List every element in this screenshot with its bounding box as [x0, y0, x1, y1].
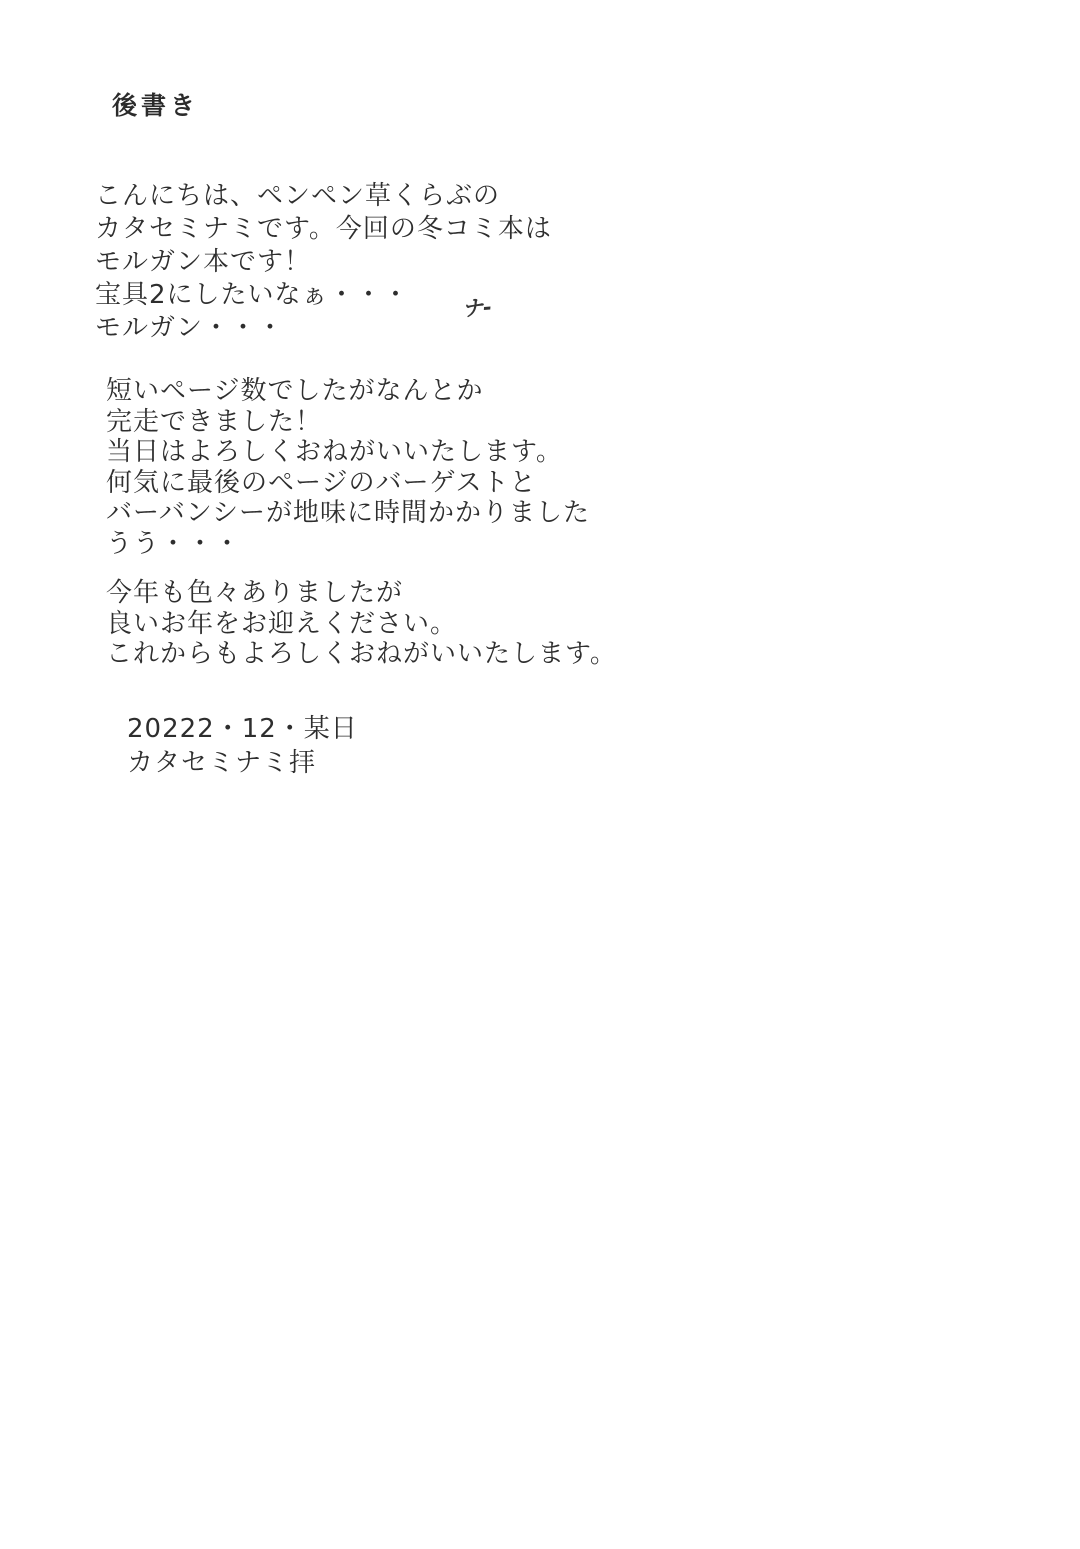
signature-line: カタセミナミ拝 [127, 748, 317, 778]
paragraph-line: バーバンシーが地味に時間かかりました [106, 498, 591, 528]
paragraph-line: モルガン・・・ [95, 313, 285, 343]
paragraph-line: これからもよろしくおねがいいたします。 [106, 639, 617, 669]
paragraph-line: 宝具2にしたいなぁ・・・ [95, 280, 410, 310]
paragraph-line: 短いページ数でしたがなんとか [106, 376, 484, 406]
page-title: 後書き [112, 91, 200, 120]
paragraph-line: カタセミナミです。今回の冬コミ本は [95, 214, 552, 244]
handwritten-mark: ナ- [463, 295, 491, 321]
date-line: 20222・12・某日 [127, 714, 358, 744]
paragraph-line: 完走できました！ [106, 406, 323, 437]
date-signature-block [127, 712, 358, 780]
paragraph-line: モルガン本です！ [95, 247, 312, 277]
paragraph-line: こんにちは、ペンペン草くらぶの [95, 181, 501, 211]
paragraph-line: 今年も色々ありましたが [106, 578, 404, 608]
closing-paragraph [106, 578, 617, 670]
progress-paragraph [106, 376, 590, 559]
paragraph-line: 何気に最後のページのバーゲストと [106, 467, 537, 498]
paragraph-line: 当日はよろしくおねがいいたします。 [106, 437, 563, 467]
paragraph-line: 良いお年をお迎えください。 [106, 608, 458, 639]
paragraph-line: うう・・・ [106, 528, 242, 559]
